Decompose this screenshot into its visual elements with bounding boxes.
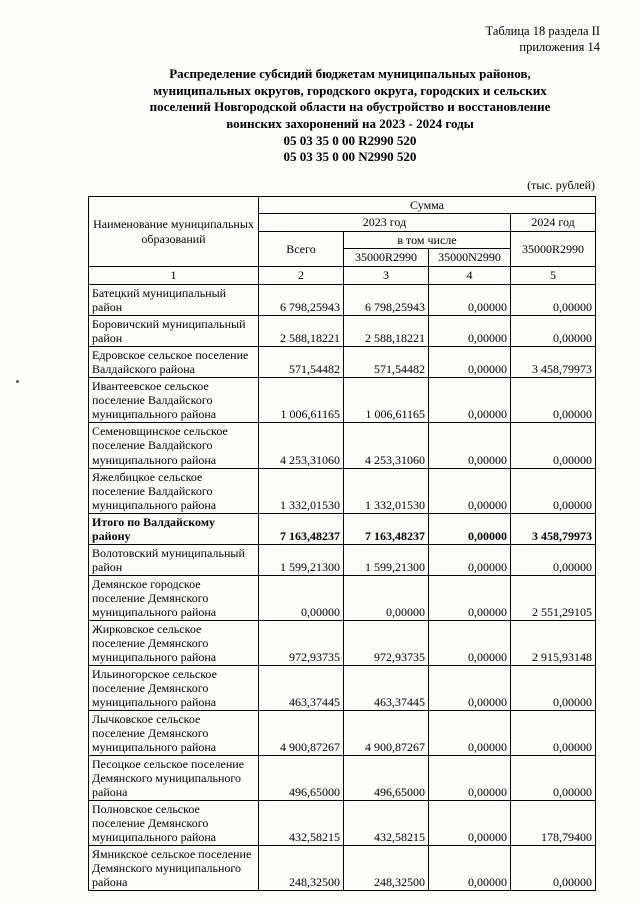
table-row xyxy=(89,711,596,756)
value-cell: 2 588,18221 xyxy=(259,316,344,347)
table-row xyxy=(89,544,596,575)
table-row xyxy=(89,801,596,846)
table-row xyxy=(89,575,596,620)
value-cell: 0,00000 xyxy=(511,378,596,423)
value-cell: 972,93735 xyxy=(259,620,344,665)
value-cell: 7 163,48237 xyxy=(259,513,344,544)
table-row xyxy=(89,756,596,801)
header-year-2023: 2023 год xyxy=(259,214,511,231)
value-cell: 0,00000 xyxy=(429,711,511,756)
table-row xyxy=(89,423,596,468)
header-name-col: Наименование муниципальных образований xyxy=(89,197,259,267)
title-line: Распределение субсидий бюджетам муниципальных районов, xyxy=(169,66,531,81)
header-total: Всего xyxy=(259,231,344,266)
value-cell: 3 458,79973 xyxy=(511,347,596,378)
table-row xyxy=(89,468,596,513)
value-cell: 0,00000 xyxy=(429,665,511,710)
value-cell: 1 599,21300 xyxy=(259,544,344,575)
municipality-name: Ильиногорское сельское поселение Демянского муниципального района xyxy=(89,665,259,710)
value-cell: 4 900,87267 xyxy=(259,711,344,756)
value-cell: 2 551,29105 xyxy=(511,575,596,620)
table-header xyxy=(89,197,596,285)
value-cell: 0,00000 xyxy=(344,575,429,620)
municipality-name: Яжелбицкое сельское поселение Валдайского муниципального района xyxy=(89,468,259,513)
table-row xyxy=(89,378,596,423)
table-row xyxy=(89,285,596,316)
value-cell: 0,00000 xyxy=(511,756,596,801)
value-cell: 0,00000 xyxy=(429,846,511,891)
value-cell: 0,00000 xyxy=(429,544,511,575)
value-cell: 1 599,21300 xyxy=(344,544,429,575)
value-cell: 7 163,48237 xyxy=(344,513,429,544)
value-cell: 3 458,79973 xyxy=(511,513,596,544)
value-cell: 6 798,25943 xyxy=(344,285,429,316)
value-cell: 432,58215 xyxy=(344,801,429,846)
col-number: 2 xyxy=(259,267,344,285)
municipality-name: Батецкий муниципальный район xyxy=(89,285,259,316)
value-cell: 0,00000 xyxy=(511,544,596,575)
table-row xyxy=(89,347,596,378)
value-cell: 178,79400 xyxy=(511,801,596,846)
value-cell: 0,00000 xyxy=(429,316,511,347)
header-code-2024: 35000R2990 xyxy=(511,231,596,266)
value-cell: 4 253,31060 xyxy=(344,423,429,468)
budget-code-line: 05 03 35 0 00 R2990 520 xyxy=(283,132,417,148)
title-line: воинских захоронений на 2023 - 2024 годы xyxy=(226,115,474,131)
value-cell: 0,00000 xyxy=(511,846,596,891)
value-cell: 0,00000 xyxy=(259,575,344,620)
municipality-name: Едровское сельское поселение Валдайского района xyxy=(89,347,259,378)
value-cell: 0,00000 xyxy=(429,575,511,620)
table-row xyxy=(89,846,596,891)
header-including: в том числе xyxy=(344,231,511,248)
value-cell: 0,00000 xyxy=(511,665,596,710)
table-reference-line2: приложения 14 xyxy=(519,39,600,54)
value-cell: 0,00000 xyxy=(511,285,596,316)
value-cell: 0,00000 xyxy=(511,316,596,347)
value-cell: 2 915,93148 xyxy=(511,620,596,665)
value-cell: 0,00000 xyxy=(429,285,511,316)
value-cell: 496,65000 xyxy=(259,756,344,801)
value-cell: 0,00000 xyxy=(429,513,511,544)
municipality-name: Волотовский муниципальный район xyxy=(89,544,259,575)
municipality-name: Боровичский муниципальный район xyxy=(89,316,259,347)
municipality-name: Полновское сельское поселение Демянского муниципального района xyxy=(89,801,259,846)
table-body xyxy=(89,285,596,891)
value-cell: 0,00000 xyxy=(429,347,511,378)
value-cell: 1 332,01530 xyxy=(344,468,429,513)
value-cell: 0,00000 xyxy=(429,620,511,665)
value-cell: 1 006,61165 xyxy=(344,378,429,423)
value-cell: 463,37445 xyxy=(259,665,344,710)
value-cell: 0,00000 xyxy=(511,423,596,468)
value-cell: 0,00000 xyxy=(429,756,511,801)
value-cell: 0,00000 xyxy=(429,423,511,468)
header-code-n2990: 35000N2990 xyxy=(429,249,511,267)
table-reference-line1: Таблица 18 раздела II xyxy=(485,24,600,38)
table-reference xyxy=(486,24,601,55)
value-cell: 0,00000 xyxy=(511,468,596,513)
value-cell: 6 798,25943 xyxy=(259,285,344,316)
header-code-r2990: 35000R2990 xyxy=(344,249,429,267)
budget-code-line: 05 03 35 0 00 N2990 520 xyxy=(283,149,417,165)
col-number: 1 xyxy=(89,267,259,285)
value-cell: 0,00000 xyxy=(429,468,511,513)
col-number: 3 xyxy=(344,267,429,285)
municipality-name: Ивантеевское сельское поселение Валдайского муниципального района xyxy=(89,378,259,423)
value-cell: 4 900,87267 xyxy=(344,711,429,756)
value-cell: 496,65000 xyxy=(344,756,429,801)
municipality-name: Итого по Валдайскому району xyxy=(89,513,259,544)
value-cell: 571,54482 xyxy=(344,347,429,378)
value-cell: 1 006,61165 xyxy=(259,378,344,423)
header-year-2024: 2024 год xyxy=(511,214,596,231)
value-cell: 972,93735 xyxy=(344,620,429,665)
col-number: 5 xyxy=(511,267,596,285)
value-cell: 248,32500 xyxy=(259,846,344,891)
value-cell: 2 588,18221 xyxy=(344,316,429,347)
value-cell: 0,00000 xyxy=(429,801,511,846)
value-cell: 571,54482 xyxy=(259,347,344,378)
table-row xyxy=(89,316,596,347)
document-title xyxy=(100,66,600,166)
value-cell: 0,00000 xyxy=(511,711,596,756)
municipality-name: Демянское городское поселение Демянского муниципального района xyxy=(89,575,259,620)
municipality-name: Семеновщинское сельское поселение Валдайского муниципального района xyxy=(89,423,259,468)
value-cell: 463,37445 xyxy=(344,665,429,710)
municipality-name: Песоцкое сельское поселение Демянского муниципального района xyxy=(89,756,259,801)
municipality-name: Жирковское сельское поселение Демянского муниципального района xyxy=(89,620,259,665)
value-cell: 1 332,01530 xyxy=(259,468,344,513)
value-cell: 248,32500 xyxy=(344,846,429,891)
municipality-name: Лычковское сельское поселение Демянского муниципального района xyxy=(89,711,259,756)
value-cell: 0,00000 xyxy=(429,378,511,423)
subsidy-table xyxy=(88,196,596,891)
value-cell: 432,58215 xyxy=(259,801,344,846)
units-note: (тыс. рублей) xyxy=(527,178,595,192)
table-row xyxy=(89,513,596,544)
scan-artifact-dot xyxy=(16,380,19,383)
municipality-name: Ямникское сельское поселение Демянского муниципального района xyxy=(89,846,259,891)
header-sum: Сумма xyxy=(259,197,596,214)
value-cell: 4 253,31060 xyxy=(259,423,344,468)
title-line: поселений Новгородской области на обустройство и восстановление xyxy=(149,99,551,115)
table-row xyxy=(89,665,596,710)
table-row xyxy=(89,620,596,665)
title-line: муниципальных округов, городского округа, городских и сельских xyxy=(153,82,547,98)
col-number: 4 xyxy=(429,267,511,285)
